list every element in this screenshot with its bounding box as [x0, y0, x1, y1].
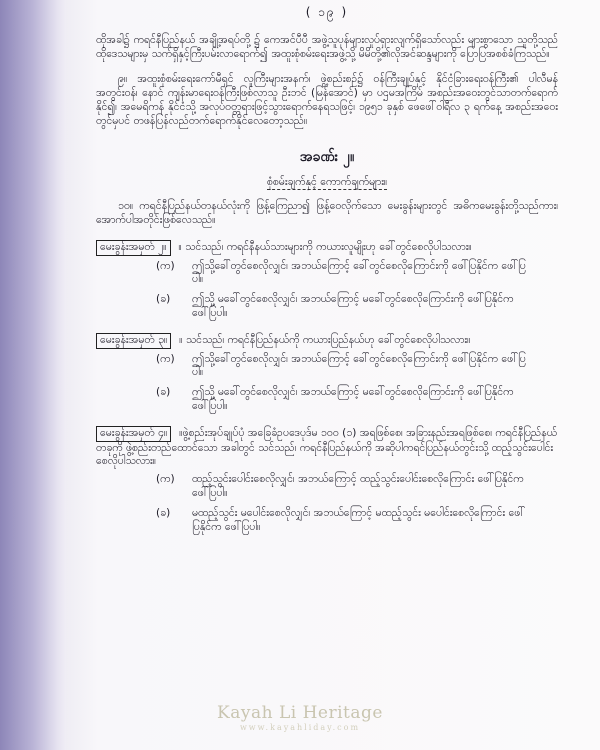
option-item — [96, 507, 558, 535]
option-item — [96, 473, 558, 501]
option-letter: (ခ) — [156, 293, 171, 306]
question-3-label: မေးခွန်းအမှတ် ၃။ — [96, 333, 171, 349]
chapter-paragraph-1: ၁၀။ ကရင်နီပြည်နယ်တနယ်လုံးကို ဖြန့်ကြေညာ၍ ဖြန့်ဝေလိုက်သော မေးခွန်းများတွင် အဓိကမေးခွန်းတို့သည်ကား၊ အောက်ပါအတိုင်းဖြစ်လေသည်။ — [96, 200, 558, 226]
chapter-title: အခဏ်း ၂။ — [299, 148, 355, 165]
option-letter: (က) — [156, 473, 175, 486]
option-text: ဤသို့ခေါ်တွင်စေလိုလျှင်၊ အဘယ်ကြောင့် ခေါ်တွင်စေလိုကြောင်းကို ဖေါ်ပြနိုင်က ဖေါ်ပြပါ။ — [192, 259, 526, 286]
option-text: ဤသို့ခေါ်တွင်စေလိုလျှင်၊ အဘယ်ကြောင့် ခေါ်တွင်စေလိုကြောင်းကို ဖေါ်ပြနိုင်က ဖေါ်ပြပါ။ — [192, 352, 526, 379]
question-2-label: မေးခွန်းအမှတ် ၂။ — [96, 240, 171, 256]
page-number: ( ၁၉ ) — [305, 5, 349, 19]
option-letter: (ခ) — [156, 506, 171, 519]
question-4-text: ။ဖွဲ့စည်းအုပ်ချုပ်ပုံ အခြေခံဥပဒေပုဒ်မ ၁၀၀ (၁) အရဖြစ်စေ၊ အခြားနည်းအရဖြစ်စေ၊ ကရင်နီပြည်နယ်တခုကို ဖွဲ့စည်းတည်ထောင်သော အခါတွင် သင်သည်၊ ကရင်နီပြည်နယ်ကို အဆိုပါကရင်ပြည်နယ်တွင်းသို့ ထည့်သွင်းပေါင်းစေလိုပါသလား။ — [96, 426, 558, 468]
question-2-options — [96, 260, 558, 321]
option-text: ဤသို့ မခေါ်တွင်စေလိုလျှင်၊ အဘယ်ကြောင့် မခေါ်တွင်စေလိုကြောင်းကို ဖေါ်ပြနိုင်က ဖေါ်ပြပါ။ — [192, 293, 514, 319]
question-3 — [96, 333, 558, 349]
question-3-options — [96, 353, 558, 414]
intro-paragraph-2: ၉။ အထူးစုံစမ်းရေးကော်မီရှင် လူကြီးများအနက်၊ ဖွဲ့စည်းစဉ်၌ ဝန်ကြီးချုပ်နှင့် နိုင်ငံခြားရေးဝန်ကြီး၏ ပါလီမန်အတွင်းဝန်၊ နောင် ကျန်းမာရေးဝန်ကြီးဖြစ်လာသူ ဦးဘင် (မြန်အောင်) မှာ ပဌမအကြိမ် အစည်းအဝေးတွင်သာတက်ရောက်နိုင်၍၊ အမေရိကန် နိုင်ငံသို့ အလုပ်ဝတ္တရားဖြင့်သွားရောက်နေရသဖြင့်၊ ၁၉၅၁ ခုနှစ် ဖေဖေါ်ဝါရီလ ၃ ရက်နေ့ အစည်းအဝေးတွင်မှပင် တဖန်ပြန်လည်တက်ရောက်နိုင်လေတော့သည်။ — [96, 73, 558, 127]
question-2-text: ။ သင်သည်၊ ကရင်နီနယ်သားများကို ကယားလူမျိုးဟု ခေါ်တွင်စေလိုပါသလား။ — [178, 240, 472, 253]
intro-paragraph-1: ထိုအခါ၌ ကရင်နီပြည်နယ် အချို့အရပ်တို့ ၌ ကေအင်ပီပီ အဖွဲ့သူပုန်များလှုပ်ရှားလျက်ရှိသော်လည်း များစွာသော သူတို့သည် ထိုဒေသများမှ သက်ရှိနှင့်ကြီးပမ်းလာရောက်၍ အထူးစုံစမ်းရေးအဖွဲ့သို့ မိမိတို့၏လိုအင်ဆန္ဒများကို ပြောပြအစစ်ခံကြသည်။ — [96, 33, 558, 60]
chapter-subtitle — [96, 176, 558, 190]
page-content — [96, 6, 558, 546]
option-text: ထည့်သွင်းပေါင်းစေလိုလျှင်၊ အဘယ်ကြောင့် ထည့်သွင်းပေါင်းစေလိုကြောင်း ဖေါ်ပြနိုင်က ဖေါ်ပြပါ။ — [192, 473, 524, 499]
chapter-subtitle-text: စုံစမ်းချက်နှင့် ကောက်ချက်များ။ — [266, 176, 388, 189]
watermark-url: www.kayahliday.com — [239, 723, 361, 732]
option-letter: (က) — [156, 259, 175, 272]
question-4 — [96, 426, 558, 469]
option-letter: (က) — [156, 352, 175, 365]
option-letter: (ခ) — [156, 386, 171, 399]
option-item — [96, 353, 558, 381]
watermark-title: Kayah Li Heritage — [217, 703, 383, 723]
option-item — [96, 386, 558, 414]
scan-shadow-edge — [0, 0, 72, 750]
option-text: မထည့်သွင်း မပေါင်းစေလိုလျှင်၊ အဘယ်ကြောင့် မထည့်သွင်း မပေါင်းစေလိုကြောင်း ဖေါ်ပြနိုင်က ဖေါ်ပြပါ။ — [192, 506, 526, 533]
question-2 — [96, 240, 558, 256]
question-4-options — [96, 473, 558, 534]
question-4-label: မေးခွန်းအမှတ် ၄။ — [96, 426, 171, 442]
option-text: ဤသို့ မခေါ်တွင်စေလိုလျှင်၊ အဘယ်ကြောင့် မခေါ်တွင်စေလိုကြောင်းကို ဖေါ်ပြနိုင်က ဖေါ်ပြပါ။ — [192, 386, 514, 412]
option-item — [96, 293, 558, 321]
question-3-text: ။ သင်သည်၊ ကရင်နီပြည်နယ်ကို ကယားပြည်နယ်ဟု ခေါ်တွင်စေလိုပါသလား။ — [179, 333, 471, 346]
option-item — [96, 260, 558, 288]
